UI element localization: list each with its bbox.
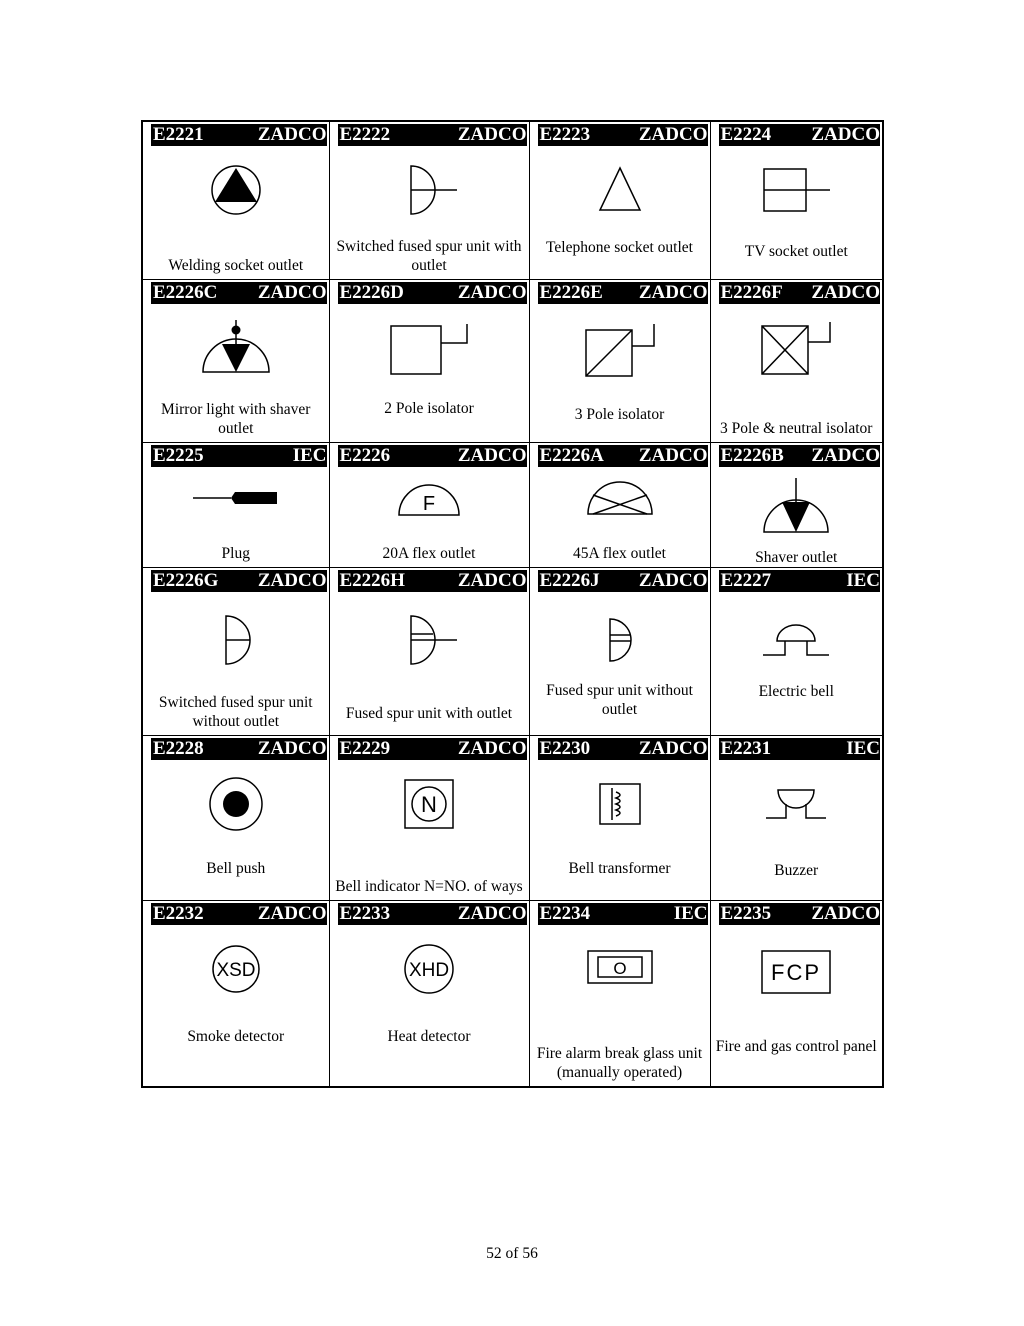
- symbol-code: E2221: [153, 124, 204, 145]
- flex-outlet-20a-icon: [330, 473, 529, 523]
- symbol-label: XSD: [216, 959, 256, 981]
- symbol-code: E2235: [720, 902, 772, 924]
- symbol-label: FCP: [771, 959, 822, 985]
- symbol-description: Mirror light with shaver outlet: [161, 400, 311, 437]
- symbol-description: 2 Pole isolator: [384, 399, 474, 417]
- symbol-standard: IEC: [292, 444, 327, 466]
- mirror-light-shaver-icon: [143, 314, 329, 382]
- symbol-code: E2222: [339, 124, 391, 145]
- page-number: 52 of 56: [486, 1245, 538, 1262]
- symbol-header: [538, 445, 708, 467]
- symbol-standard: IEC: [846, 569, 880, 591]
- symbol-cell: [329, 442, 529, 567]
- symbol-code: E2226B: [720, 444, 784, 466]
- symbol-label: O: [612, 958, 627, 978]
- symbol-description: Bell transformer: [568, 859, 671, 877]
- symbol-standard: ZADCO: [457, 737, 527, 759]
- symbol-cell: [529, 900, 710, 1087]
- symbol-code: E2226: [339, 444, 391, 466]
- break-glass-icon: [530, 937, 710, 997]
- symbol-description: Telephone socket outlet: [546, 238, 693, 256]
- symbol-header: [151, 903, 327, 925]
- symbol-description: Smoke detector: [187, 1028, 285, 1045]
- fire-gas-panel-icon: [711, 939, 883, 1005]
- symbol-standard: ZADCO: [811, 902, 880, 924]
- symbol-header: [538, 570, 708, 592]
- symbol-description: Fire alarm break glass unit (manually operated): [536, 1045, 703, 1081]
- symbol-header: [719, 903, 881, 925]
- shaver-outlet-icon: [711, 473, 883, 539]
- symbol-code: E2226H: [339, 569, 405, 591]
- symbol-description: Switched fused spur unit without outlet: [158, 693, 313, 730]
- symbol-description: Fused spur unit without outlet: [546, 681, 693, 718]
- symbol-header: [538, 738, 708, 760]
- symbol-code: E2226D: [339, 281, 404, 303]
- symbol-standard: IEC: [846, 737, 880, 759]
- symbol-standard: ZADCO: [457, 124, 527, 145]
- symbol-code: E2223: [539, 124, 591, 145]
- symbol-standard: ZADCO: [638, 281, 708, 303]
- symbol-description: 20A flex outlet: [382, 544, 476, 562]
- symbol-header: [151, 445, 327, 467]
- symbol-standard: ZADCO: [457, 444, 527, 466]
- symbol-standard: ZADCO: [457, 281, 527, 303]
- symbol-description: Fire and gas control panel: [715, 1038, 877, 1055]
- symbol-code: E2228: [153, 737, 204, 759]
- symbol-cell: [710, 442, 883, 567]
- symbol-cell: [529, 121, 710, 279]
- tv-socket-icon: [711, 156, 883, 224]
- electric-bell-icon: [711, 606, 883, 674]
- symbol-header: [338, 570, 527, 592]
- symbol-standard: ZADCO: [257, 737, 327, 759]
- symbol-standard: ZADCO: [638, 569, 708, 591]
- bell-indicator-icon: [330, 770, 529, 838]
- symbol-header: [538, 124, 708, 146]
- fused-spur-outlet-icon: [330, 606, 529, 674]
- symbol-code: E2232: [153, 902, 204, 924]
- symbol-cell: [329, 121, 529, 279]
- symbol-header: [338, 282, 527, 304]
- symbol-cell: [710, 735, 883, 900]
- switched-fused-spur-outlet-icon: [330, 156, 529, 224]
- symbol-cell: [142, 121, 329, 279]
- smoke-detector-icon: [143, 935, 329, 1003]
- symbol-code: E2226A: [539, 444, 604, 466]
- symbol-cell: [329, 735, 529, 900]
- three-pole-neutral-isolator-icon: [711, 314, 883, 382]
- symbol-standard: ZADCO: [811, 444, 880, 466]
- symbol-code: E2226G: [153, 569, 219, 591]
- symbol-cell: [329, 567, 529, 735]
- symbol-header: [151, 738, 327, 760]
- symbol-description: Bell indicator N=NO. of ways: [335, 877, 523, 895]
- symbol-description: 3 Pole & neutral isolator: [720, 419, 873, 437]
- symbol-cell: [529, 442, 710, 567]
- symbol-cell: [142, 900, 329, 1087]
- symbol-standard: IEC: [673, 902, 708, 924]
- symbol-cell: [710, 279, 883, 442]
- symbol-header: [338, 445, 527, 467]
- symbol-label: N: [421, 791, 437, 817]
- symbol-description: Electric bell: [758, 682, 834, 700]
- symbol-code: E2224: [720, 124, 772, 145]
- symbol-description: Plug: [221, 544, 250, 562]
- symbol-description: Buzzer: [774, 861, 819, 879]
- symbol-description: Welding socket outlet: [168, 256, 304, 274]
- symbol-header: [538, 282, 708, 304]
- symbol-header: [719, 570, 881, 592]
- heat-detector-icon: [330, 935, 529, 1003]
- symbol-standard: ZADCO: [457, 902, 527, 924]
- symbol-cell: [529, 735, 710, 900]
- symbol-cell: [329, 900, 529, 1087]
- symbol-header: [151, 124, 327, 146]
- symbol-header: [538, 903, 708, 925]
- symbol-description: Bell push: [206, 859, 266, 877]
- symbol-cell: [142, 442, 329, 567]
- symbol-cell: [529, 279, 710, 442]
- symbol-standard: ZADCO: [638, 124, 708, 145]
- symbol-code: E2226E: [539, 281, 603, 303]
- welding-socket-icon: [143, 156, 329, 224]
- symbol-header: [719, 282, 881, 304]
- symbol-header: [338, 903, 527, 925]
- plug-icon: [143, 473, 329, 523]
- symbol-header: [338, 738, 527, 760]
- symbol-code: E2226F: [720, 281, 783, 303]
- symbol-header: [719, 445, 881, 467]
- telephone-socket-icon: [530, 156, 710, 224]
- symbol-cell: [710, 567, 883, 735]
- symbol-header: [151, 282, 327, 304]
- symbol-cell: [529, 567, 710, 735]
- symbol-header: [719, 124, 881, 146]
- symbol-standard: ZADCO: [638, 444, 708, 466]
- symbol-cell: [142, 735, 329, 900]
- symbol-description: Heat detector: [387, 1028, 471, 1045]
- symbol-code: E2226J: [539, 569, 600, 591]
- three-pole-isolator-icon: [530, 314, 710, 382]
- symbol-cell: [710, 121, 883, 279]
- symbol-description: Shaver outlet: [755, 548, 838, 566]
- symbol-header: [151, 570, 327, 592]
- two-pole-isolator-icon: [330, 314, 529, 382]
- bell-push-icon: [143, 770, 329, 838]
- symbol-code: E2234: [539, 902, 591, 924]
- switched-fused-spur-icon: [143, 606, 329, 674]
- symbol-header: [338, 124, 527, 146]
- symbol-label: F: [422, 492, 436, 515]
- symbol-cell: [329, 279, 529, 442]
- symbol-table: [141, 120, 884, 1088]
- symbol-description: 45A flex outlet: [573, 544, 666, 562]
- symbol-cell: [142, 567, 329, 735]
- symbol-standard: ZADCO: [638, 737, 708, 759]
- symbol-description: Switched fused spur unit with outlet: [336, 237, 522, 274]
- symbol-description: TV socket outlet: [744, 242, 848, 260]
- symbol-code: E2226C: [153, 281, 218, 303]
- symbol-cell: [142, 279, 329, 442]
- symbol-standard: ZADCO: [257, 281, 327, 303]
- symbol-code: E2225: [153, 444, 204, 466]
- buzzer-icon: [711, 770, 883, 838]
- flex-outlet-45a-icon: [530, 473, 710, 523]
- symbol-standard: ZADCO: [257, 902, 327, 924]
- symbol-header: [719, 738, 881, 760]
- symbol-standard: ZADCO: [457, 569, 527, 591]
- symbol-standard: ZADCO: [811, 124, 880, 145]
- symbol-code: E2231: [720, 737, 772, 759]
- symbol-label: XHD: [408, 959, 450, 981]
- fused-spur-icon: [530, 606, 710, 674]
- symbol-cell: [710, 900, 883, 1087]
- bell-transformer-icon: [530, 770, 710, 838]
- symbol-standard: ZADCO: [257, 569, 327, 591]
- symbol-description: 3 Pole isolator: [574, 405, 665, 423]
- symbol-code: E2230: [539, 737, 591, 759]
- symbol-code: E2227: [720, 569, 772, 591]
- symbol-standard: ZADCO: [811, 281, 880, 303]
- symbol-code: E2233: [339, 902, 391, 924]
- symbol-code: E2229: [339, 737, 391, 759]
- symbol-standard: ZADCO: [257, 124, 327, 145]
- symbol-description: Fused spur unit with outlet: [345, 704, 513, 722]
